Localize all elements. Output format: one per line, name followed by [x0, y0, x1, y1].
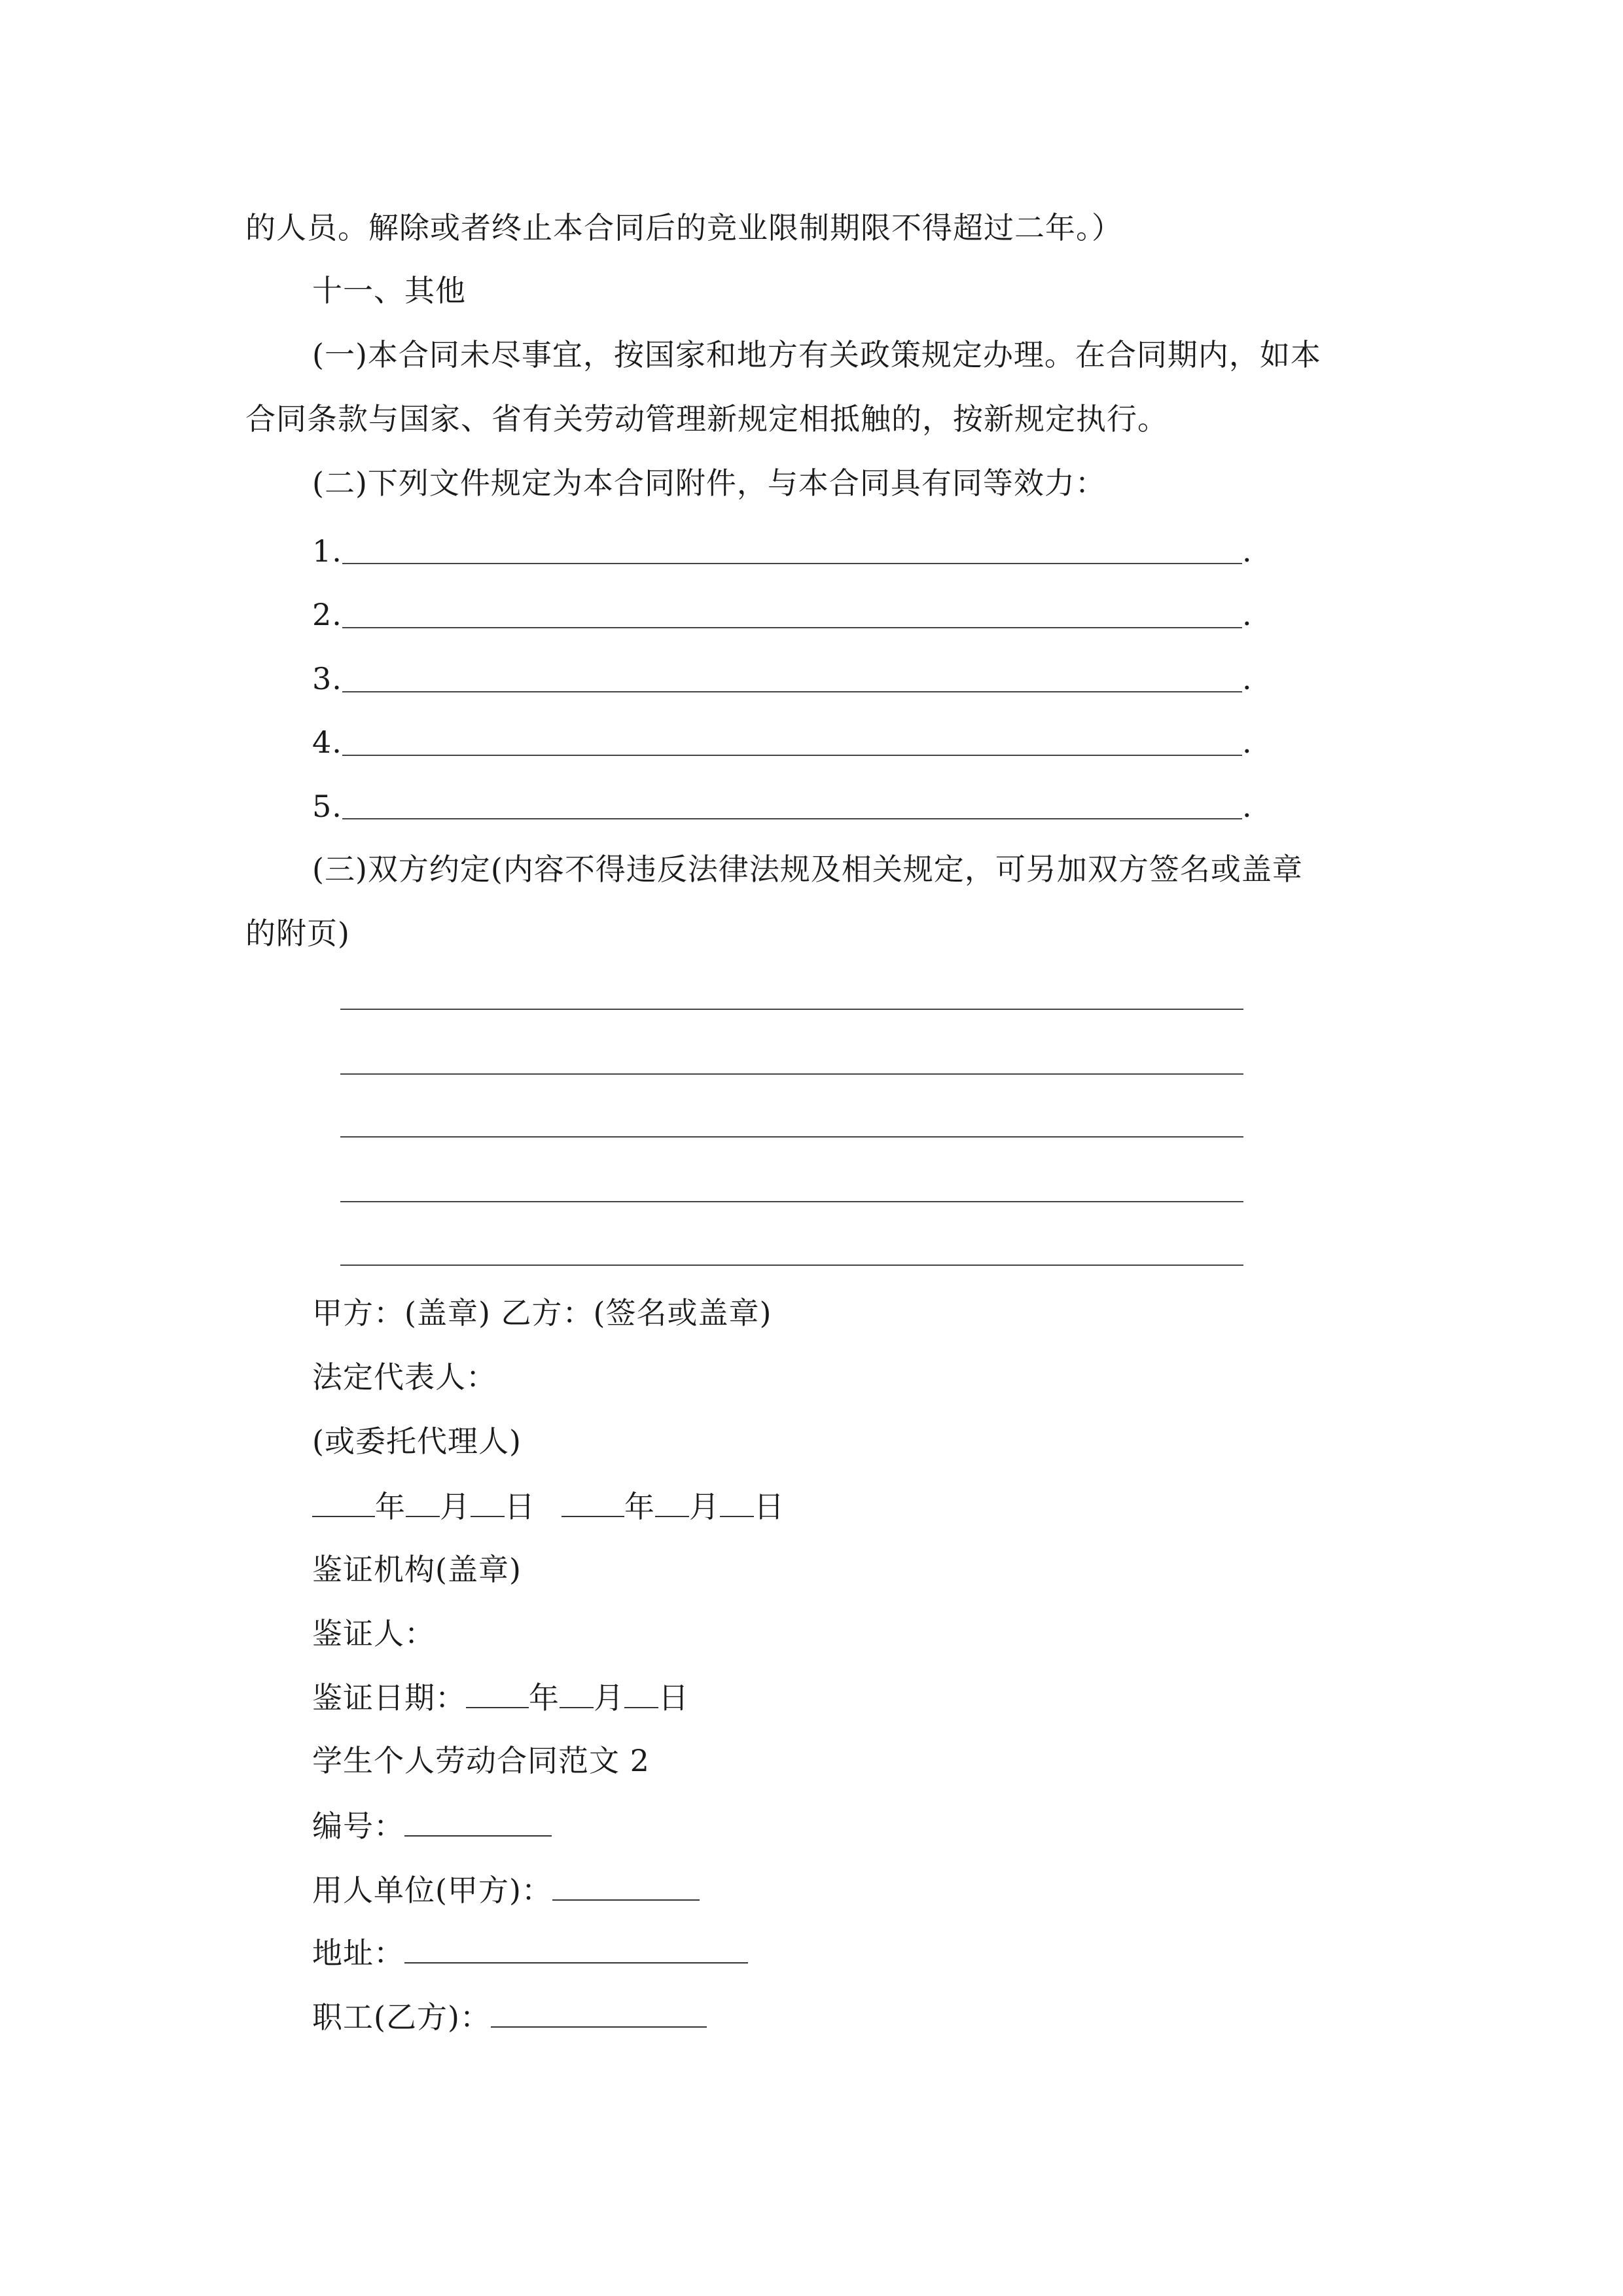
agreement-blank-line[interactable] — [340, 1136, 1243, 1138]
employer-row — [312, 1869, 700, 1910]
cert-date-label: 鉴证日期： — [312, 1680, 466, 1715]
month-blank[interactable] — [560, 1677, 594, 1708]
attachment-num: 2. — [312, 597, 342, 632]
day-label: 日 — [658, 1680, 689, 1715]
clause-11-1-line2: 合同条款与国家、省有关劳动管理新规定相抵触的，按新规定执行。 — [245, 401, 1168, 437]
attachment-num: 1. — [312, 533, 342, 569]
legal-representative: 法定代表人： — [312, 1359, 497, 1395]
attachment-num: 5. — [312, 789, 342, 824]
day-blank[interactable] — [471, 1486, 505, 1517]
agreement-blank-line[interactable] — [340, 1009, 1243, 1010]
attachment-blank-line[interactable] — [342, 818, 1242, 819]
year-blank[interactable] — [562, 1486, 624, 1517]
signing-dates-row — [312, 1486, 785, 1526]
day-blank[interactable] — [624, 1677, 658, 1708]
agreement-blank-line[interactable] — [340, 1073, 1243, 1075]
second-contract-title: 学生个人劳动合同范文 2 — [312, 1743, 650, 1778]
contract-number-label: 编号： — [312, 1808, 404, 1844]
day-label: 日 — [754, 1489, 785, 1524]
paragraph-noncompete-end: 的人员。解除或者终止本合同后的竞业限制期限不得超过二年。） — [245, 210, 1122, 245]
month-label: 月 — [440, 1489, 471, 1524]
attachment-end: . — [1242, 533, 1253, 569]
attachment-num: 4. — [312, 725, 342, 760]
employer-blank[interactable] — [552, 1869, 700, 1901]
employer-label: 用人单位(甲方)： — [312, 1873, 552, 1908]
certification-org: 鉴证机构(盖章) — [312, 1552, 522, 1587]
day-blank[interactable] — [720, 1486, 754, 1517]
attachment-end: . — [1242, 597, 1253, 632]
month-label: 月 — [594, 1680, 624, 1715]
clause-11-3-line2: 的附页) — [245, 916, 350, 951]
attachment-blank-line[interactable] — [342, 563, 1242, 564]
attachment-end: . — [1242, 661, 1253, 696]
year-label: 年 — [529, 1680, 560, 1715]
agreement-blank-line[interactable] — [340, 1265, 1243, 1266]
attachment-blank-line[interactable] — [342, 691, 1242, 692]
agreement-blank-line[interactable] — [340, 1201, 1243, 1202]
clause-11-1-line1: (一)本合同未尽事宜，按国家和地方有关政策规定办理。在合同期内，如本 — [312, 337, 1321, 372]
year-label: 年 — [375, 1489, 406, 1524]
attachment-blank-line[interactable] — [342, 755, 1242, 756]
year-blank[interactable] — [312, 1486, 375, 1517]
month-blank[interactable] — [655, 1486, 689, 1517]
year-label: 年 — [624, 1489, 655, 1524]
certification-date-row — [312, 1677, 689, 1717]
employee-label: 职工(乙方)： — [312, 2000, 491, 2035]
section-11-heading: 十一、其他 — [312, 273, 466, 308]
day-label: 日 — [505, 1489, 535, 1524]
party-signature-line: 甲方：(盖章) 乙方：(签名或盖章) — [312, 1295, 772, 1331]
attachment-end: . — [1242, 789, 1253, 824]
attachment-num: 3. — [312, 661, 342, 696]
employee-row — [312, 1996, 707, 2037]
or-agent: (或委托代理人) — [312, 1424, 522, 1459]
month-blank[interactable] — [406, 1486, 440, 1517]
employee-blank[interactable] — [491, 1996, 707, 2028]
month-label: 月 — [689, 1489, 720, 1524]
attachment-end: . — [1242, 725, 1253, 760]
contract-number-blank[interactable] — [404, 1805, 552, 1837]
contract-number-row — [312, 1805, 552, 1846]
clause-11-2: (二)下列文件规定为本合同附件，与本合同具有同等效力： — [312, 465, 1106, 501]
attachment-blank-line[interactable] — [342, 627, 1242, 628]
address-row — [312, 1932, 748, 1973]
year-blank[interactable] — [466, 1677, 529, 1708]
certifier: 鉴证人： — [312, 1616, 435, 1651]
address-blank[interactable] — [404, 1932, 748, 1964]
clause-11-3-line1: (三)双方约定(内容不得违反法律法规及相关规定，可另加双方签名或盖章 — [312, 852, 1303, 887]
address-label: 地址： — [312, 1935, 404, 1971]
